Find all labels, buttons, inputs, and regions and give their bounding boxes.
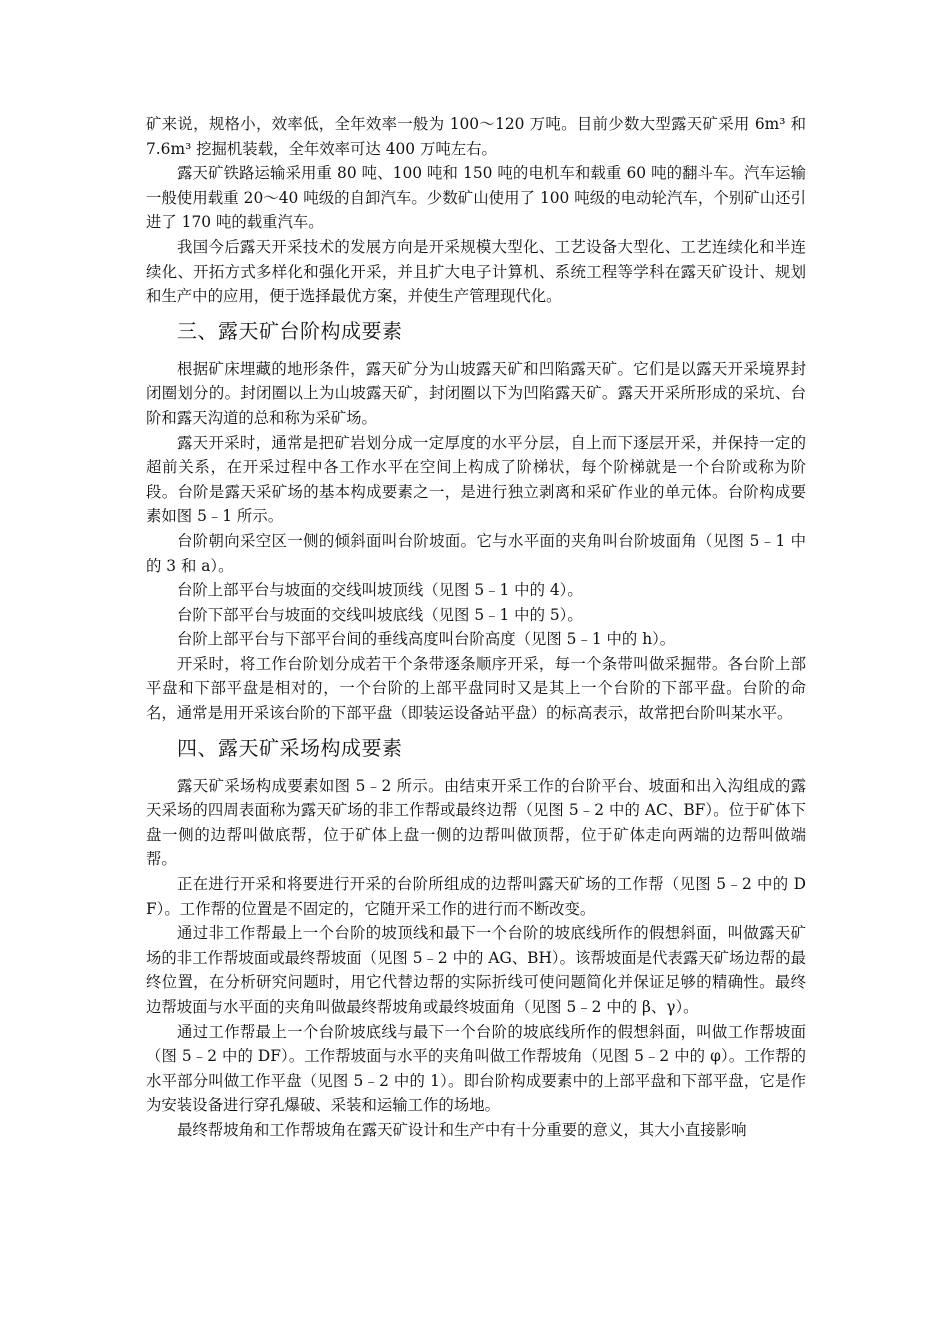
paragraph-bench-height: 台阶上部平台与下部平台间的垂线高度叫台阶高度（见图 5﹣1 中的 h）。 [177, 630, 676, 649]
paragraph-working-slope: 正在进行开采和将要进行开采的台阶所组成的边帮叫露天矿场的工作帮（见图 5﹣2 中的 DF）。工作帮的位置是不固定的，它随开采工作的进行而不断改变。 [146, 875, 806, 918]
paragraph-railway-transport: 露天矿铁路运输采用重 80 吨、100 吨和 150 吨的电机车和载重 60 吨的翻斗车。汽车运输一般使用载重 20～40 吨级的自卸汽车。少数矿山使用了 100 吨级的电动轮汽车，个别矿山还引进了 170 吨的载重汽车。 [146, 164, 806, 232]
paragraph-mining-strip: 开采时，将工作台阶划分成若干个条带逐条顺序开采，每一个条带叫做采掘带。各台阶上部平盘和下部平盘是相对的，一个台阶的上部平盘同时又是其上一个台阶的下部平盘。台阶的命名，通常是用开采该台阶的下部平盘（即装运设备站平盘）的标高表示，故常把台阶叫某水平。 [146, 654, 806, 723]
paragraph-pit-elements: 露天矿采场构成要素如图 5﹣2 所示。由结束开采工作的台阶平台、坡面和出入沟组成的露天采场的四周表面称为露天矿场的非工作帮或最终边帮（见图 5﹣2 中的 AC、BF）。位于矿体下盘一侧的边帮叫做底帮，位于矿体上盘一侧的边帮叫做顶帮，位于矿体走向两端的边帮叫做端帮。 [146, 776, 806, 869]
paragraph-open-pit-types: 根据矿床埋藏的地形条件，露天矿分为山坡露天矿和凹陷露天矿。它们是以露天开采境界封闭圈划分的。封闭圈以上为山坡露天矿，封闭圈以下为凹陷露天矿。露天开采所形成的采坑、台阶和露天沟道的总和称为采矿场。 [146, 359, 806, 427]
paragraph-final-slope: 通过非工作帮最上一个台阶的坡顶线和最下一个台阶的坡底线所作的假想斜面，叫做露天矿场的非工作帮坡面或最终帮坡面（见图 5﹣2 中的 AG、BH）。该帮坡面是代表露天矿场边帮的最终位置，在分析研究问题时，用它代替边帮的实际折线可使问题简化并保证足够的精确性。最终边帮坡面与水平面的夹角叫做最终帮坡角或最终坡面角（见图 5﹣2 中的 β、γ）。 [146, 924, 806, 1016]
paragraph-working-slope-angle: 通过工作帮最上一个台阶坡底线与最下一个台阶的坡底线所作的假想斜面，叫做工作帮坡面（图 5﹣2 中的 DF）。工作帮坡面与水平的夹角叫做工作帮坡角（见图 5﹣2 中的 φ）。工作帮的水平部分叫做工作平盘（见图 5﹣2 中的 1）。即台阶构成要素中的上部平盘和下部平盘，它是作为安装设备进行穿孔爆破、采装和运输工作的场地。 [146, 1022, 806, 1115]
document-page [146, 112, 806, 1143]
section-heading-bench-elements: 三、露天矿台阶构成要素 [177, 318, 403, 343]
paragraph-bench-slope: 台阶朝向采空区一侧的倾斜面叫台阶坡面。它与水平面的夹角叫台阶坡面角（见图 5﹣1 中的 3 和 a）。 [146, 531, 806, 575]
paragraph-bench-definition: 露天开采时，通常是把矿岩划分成一定厚度的水平分层，自上而下逐层开采，并保持一定的超前关系，在开采过程中各工作水平在空间上构成了阶梯状，每个阶梯就是一个台阶或称为阶段。台阶是露天采矿场的基本构成要素之一，是进行独立剥离和采矿作业的单元体。台阶构成要素如图 5﹣1 所示。 [146, 433, 806, 526]
paragraph-toe-line: 台阶下部平台与坡面的交线叫坡底线（见图 5﹣1 中的 5）。 [177, 605, 583, 624]
paragraph-development-direction: 我国今后露天开采技术的发展方向是开采规模大型化、工艺设备大型化、工艺连续化和半连续化、开拓方式多样化和强化开采，并且扩大电子计算机、系统工程等学科在露天矿设计、规划和生产中的应用，便于选择最优方案，并使生产管理现代化。 [146, 237, 806, 306]
paragraph-crest-line: 台阶上部平台与坡面的交线叫坡顶线（见图 5﹣1 中的 4）。 [177, 581, 583, 600]
paragraph-slope-significance: 最终帮坡角和工作帮坡角在露天矿设计和生产中有十分重要的意义，其大小直接影响 [177, 1120, 747, 1139]
section-heading-pit-elements: 四、露天矿采场构成要素 [177, 735, 403, 760]
paragraph-continued: 矿来说，规格小，效率低，全年效率一般为 100～120 万吨。目前少数大型露天矿采用 6m³ 和 7.6m³ 挖掘机装载，全年效率可达 400 万吨左右。 [146, 115, 806, 158]
